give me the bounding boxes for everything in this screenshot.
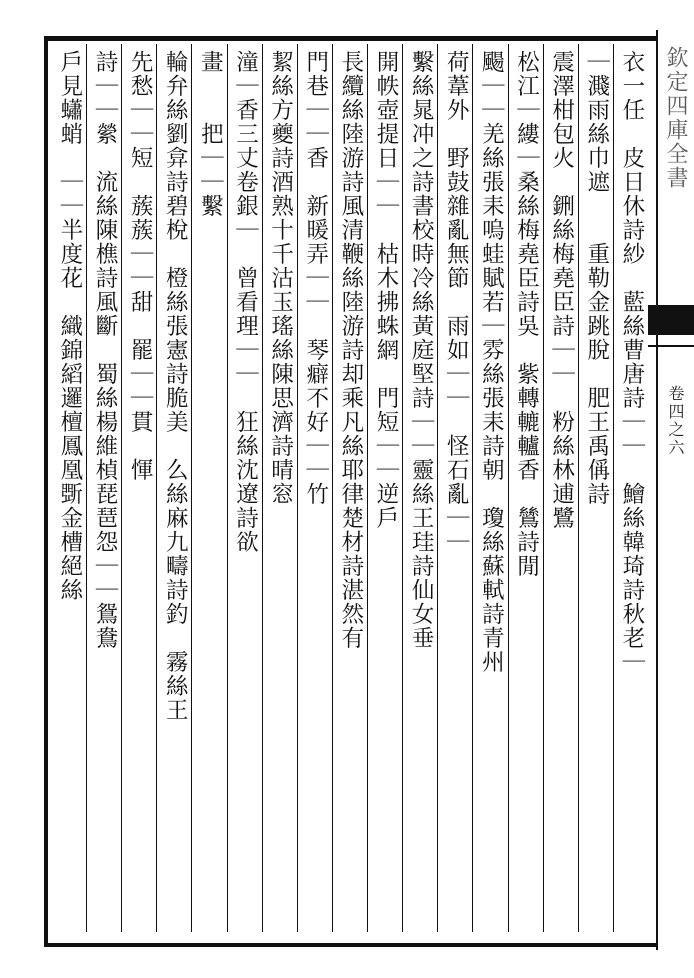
- text-column: [262, 44, 297, 932]
- book-title: 欽定四庫全書: [663, 46, 688, 190]
- text-column: [227, 44, 262, 932]
- text-column: [402, 44, 437, 932]
- text-column: [121, 44, 156, 932]
- text-columns: [52, 44, 648, 932]
- column-text: 絜絲方夔詩酒熟十千沽玉瑤絲陳思濟詩晴窓: [267, 50, 294, 506]
- text-column: [367, 44, 402, 932]
- text-column: [297, 44, 332, 932]
- column-text: 衣一任 皮日休詩紗 藍絲曹唐詩｜｜ 鱠絲韓琦詩秋老｜: [618, 50, 645, 674]
- column-text: 震澤柑包火 鉶絲梅堯臣詩｜｜ 粉絲林逋鷺: [548, 50, 575, 530]
- column-text: ｜濺雨絲巾遮 重勒金跳脫 肥王禹偁詩: [583, 50, 610, 506]
- column-text: 輪弁絲劉弇詩碧梲 橙絲張憲詩脆美 么絲麻九疇詩釣 霧絲王: [162, 50, 189, 722]
- column-text: 畫 把｜｜繫: [197, 50, 224, 218]
- text-column: [472, 44, 507, 932]
- column-text: 松江｜縷｜桑絲梅堯臣詩吳 紫轉轆轤香 鷥詩閒: [513, 50, 540, 578]
- text-column: [332, 44, 367, 932]
- column-text: 潼｜香三丈卷銀｜ 曾看理｜｜ 狂絲沈遼詩欲: [232, 50, 259, 554]
- text-column: [543, 44, 578, 932]
- fishtail-mark: [648, 305, 694, 335]
- text-column: [156, 44, 191, 932]
- column-text: 詩｜｜縈 流絲陳樵詩風斷 蜀絲楊維楨琵琶怨｜｜鴛鴦: [92, 50, 118, 650]
- column-text: 先愁｜｜短 蔟蔟｜｜甜 罷｜｜貫 惲: [127, 50, 154, 482]
- column-text: 開帙壺提日｜｜ 枯木拂蛛網 門短｜｜逆戶: [373, 50, 399, 530]
- text-column: [578, 44, 613, 932]
- column-text: 門巷｜｜香 新暖弄｜｜ 琴癖不好｜｜竹: [302, 50, 329, 506]
- column-text: 繫絲晁冲之詩書校時冷絲黃庭堅詩｜｜靈絲王珪詩仙女垂: [408, 50, 435, 650]
- column-text: 荷葦外 野鼓雜亂無節 雨如｜｜ 怪石亂｜｜: [443, 50, 470, 554]
- text-column: [191, 44, 226, 932]
- text-column: [86, 44, 121, 932]
- column-text: 長纜絲陸游詩風清鞭絲陸游詩却乘凡絲耶律楚材詩湛然有: [337, 50, 364, 650]
- volume-label: 卷四之六: [666, 385, 685, 457]
- text-column: [508, 44, 543, 932]
- column-text: 颺｜｜羌絲張耒嗚蛙賦若｜雰絲張耒詩朝 瓊絲蘇軾詩青州: [478, 50, 505, 674]
- text-column: [613, 44, 648, 932]
- fishtail-line: [648, 345, 694, 347]
- text-column: [437, 44, 472, 932]
- text-column: [52, 44, 86, 932]
- column-text: 戶見蠨蛸 ｜｜半度花 織錦縚邏檀鳳凰斲金槽絕絲: [56, 50, 83, 602]
